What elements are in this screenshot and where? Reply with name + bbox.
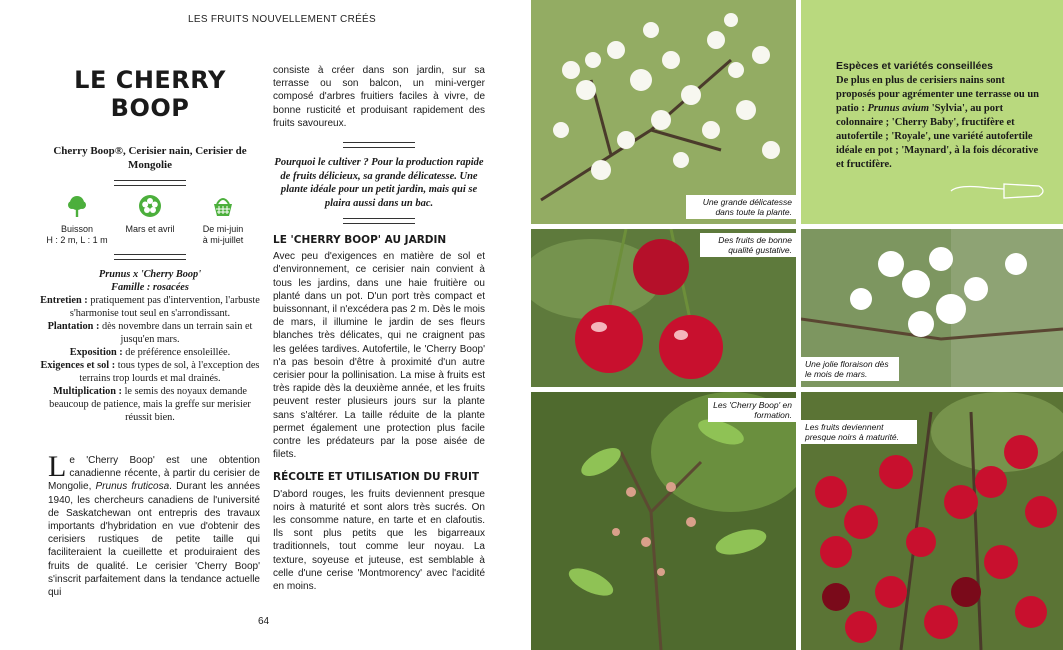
sidebar-text-b: 'Sylvia', au port colonnaire ; 'Cherry Baby', fructifère et autofertile ; 'Royale', une variété autofertile idéale en pot ; 'Maynard', à la fois décorative et fructifère. [836,103,1039,170]
habit-size: H : 2 m, L : 1 m [46,235,108,245]
fact-label: Entretien : [40,295,88,306]
trowel-icon [949,176,1049,206]
flowering-label: Mars et avril [125,224,175,234]
fact-label: Multiplication : [53,386,122,397]
garden-paragraph: Avec peu d'exigences en matière de sol et d'environnement, ce cerisier nain convient à tous les jardins, dans une haie fruitière ou planté dans un pot. D'un port très compact et buissonnant, il n'excédera pas 2 m. Dès le mois de mars, il illumine le jardin de ses fleurs blanches très délicates, qui ne craignent pas les gelées tardives. Autofertile, le 'Cherry Boop' n'a pas besoin d'être à proximité d'un autre cerisier pour la pollinisation. La mise à fruits est très rapide dès la deuxième année, et les fruits peuvent rester plusieurs jours sur la plante sans s'altérer. La taille réduite de la plante permet également une protection plus facile contre les prédateurs par la pose aisée de filets. [273,251,485,461]
photo-young-fruits [531,392,796,650]
fact-column [40,60,260,424]
varieties-sidebar [801,0,1063,224]
plant-facts [40,268,260,424]
fact-value: pratiquement pas d'intervention, l'arbuste s'harmonise tout seul en s'arrondissant. [69,295,260,319]
young-fruits-photo [531,392,796,650]
fact-sol [40,359,260,385]
caption-dark-cherries: Les fruits deviennent presque noirs à maturité. [801,420,917,444]
body-column [273,64,485,593]
title-line-2: BOOP [110,94,190,122]
fact-value: tous types de sol, à l'exception des terrains trop lourds et mal drainés. [79,360,260,384]
fact-label: Plantation : [47,321,100,332]
icon-row [40,194,260,246]
fact-label: Exigences et sol : [40,360,116,371]
divider [343,218,415,224]
tree-icon [65,194,89,218]
flower-icon [138,194,162,218]
page-title [40,66,260,122]
intro-paragraph [48,450,260,599]
intro-text: e 'Cherry Boop' est une obtention canadienne récente, à partir du cerisier de Mongolie, [48,455,260,493]
divider [114,254,186,260]
fact-value: de préférence ensoleillée. [125,347,231,358]
harvest-label-2: à mi-juillet [202,235,244,245]
caption-young-fruits: Les 'Cherry Boop' en formation. [708,398,796,422]
fact-value: le semis des noyaux demande beaucoup de patience, mais la greffe sur merisier réussit bien. [49,386,251,423]
sidebar-text-a: De plus en plus de cerisiers nains sont proposés pour agrémenter une terrasse ou un patio : [836,75,1039,114]
divider [343,142,415,148]
fact-multiplication [40,385,260,424]
caption-blossom-branch: Une grande délicatesse dans toute la plante. [686,195,796,219]
sidebar-text [836,74,1046,172]
flowering-info [117,194,183,246]
title-line-1: LE CHERRY [74,66,226,94]
continued-paragraph: consiste à créer dans son jardin, sur sa terrasse ou son balcon, un mini-verger composé d'arbres fruitiers faciles à vivre, de bonne rusticité et produisant rapidement des fruits savoureux. [273,65,485,129]
fact-exposition [40,346,260,359]
basket-icon [211,194,235,218]
running-head: LES FRUITS NOUVELLEMENT CRÉÉS [188,14,377,25]
fact-value: dès novembre dans un terrain sain et jusqu'en mars. [101,321,253,345]
intro-latin: Prunus fruticosa [95,481,170,493]
divider [114,180,186,186]
harvest-info [190,194,256,246]
photo-dark-cherries [801,392,1063,650]
left-page [0,0,531,650]
caption-two-cherries: Des fruits de bonne qualité gustative. [700,233,796,257]
fact-label: Exposition : [69,347,123,358]
page-number: 64 [258,616,270,627]
photo-two-cherries [531,229,796,387]
habit-label: Buisson [60,224,94,234]
fact-plantation [40,320,260,346]
harvest-paragraph: D'abord rouges, les fruits deviennent presque noirs à maturité et sont alors très sucrés. On les consomme nature, en tarte et en clafoutis. Ils sont plus petits que les bigarreaux traditionnels, tout comme leur noyau. La texture, soyeuse et juteuse, est semblable à celle d'une cerise 'Montmorency' avec l'acidité en moins. [273,488,485,593]
harvest-label: De mi-juin [202,224,244,234]
blossom-branch-photo [531,0,796,224]
pull-quote: Pourquoi le cultiver ? Pour la production rapide de fruits délicieux, sa grande délicatesse. Une plante idéale pour un petit jardin, mais qui se plaira aussi dans un bac. [274,157,484,209]
drop-cap: L [48,450,67,483]
heading-garden: LE 'CHERRY BOOP' AU JARDIN [273,234,447,247]
photo-blossom-branch [531,0,796,224]
family: Famille : rosacées [111,282,189,293]
latin-name: Prunus x 'Cherry Boop' [98,269,202,280]
intro-text: . Durant les années 1940, les chercheurs canadiens de l'université de Saskatchewan ont entrepris des travaux importants d'hybridation en vue d'obtenir des cerisiers rustiques de petite taille qui faciliteraient la cueillette et produiraient des fruits de qualité. Le cerisier 'Cherry Boop' s'inscrit parfaitement dans la tendance actuelle qui [48,481,260,599]
habit-info [44,194,110,246]
sidebar-latin: Prunus avium [867,103,930,114]
subtitle: Cherry Boop®, Cerisier nain, Cerisier de Mongolie [53,145,247,171]
fact-entretien [40,294,260,320]
caption-flowers-close: Une jolie floraison dès le mois de mars. [801,357,899,381]
photo-flowers-close [801,229,1063,387]
sidebar-title: Espèces et variétés conseillées [836,60,994,72]
heading-harvest: RÉCOLTE ET UTILISATION DU FRUIT [273,471,480,484]
